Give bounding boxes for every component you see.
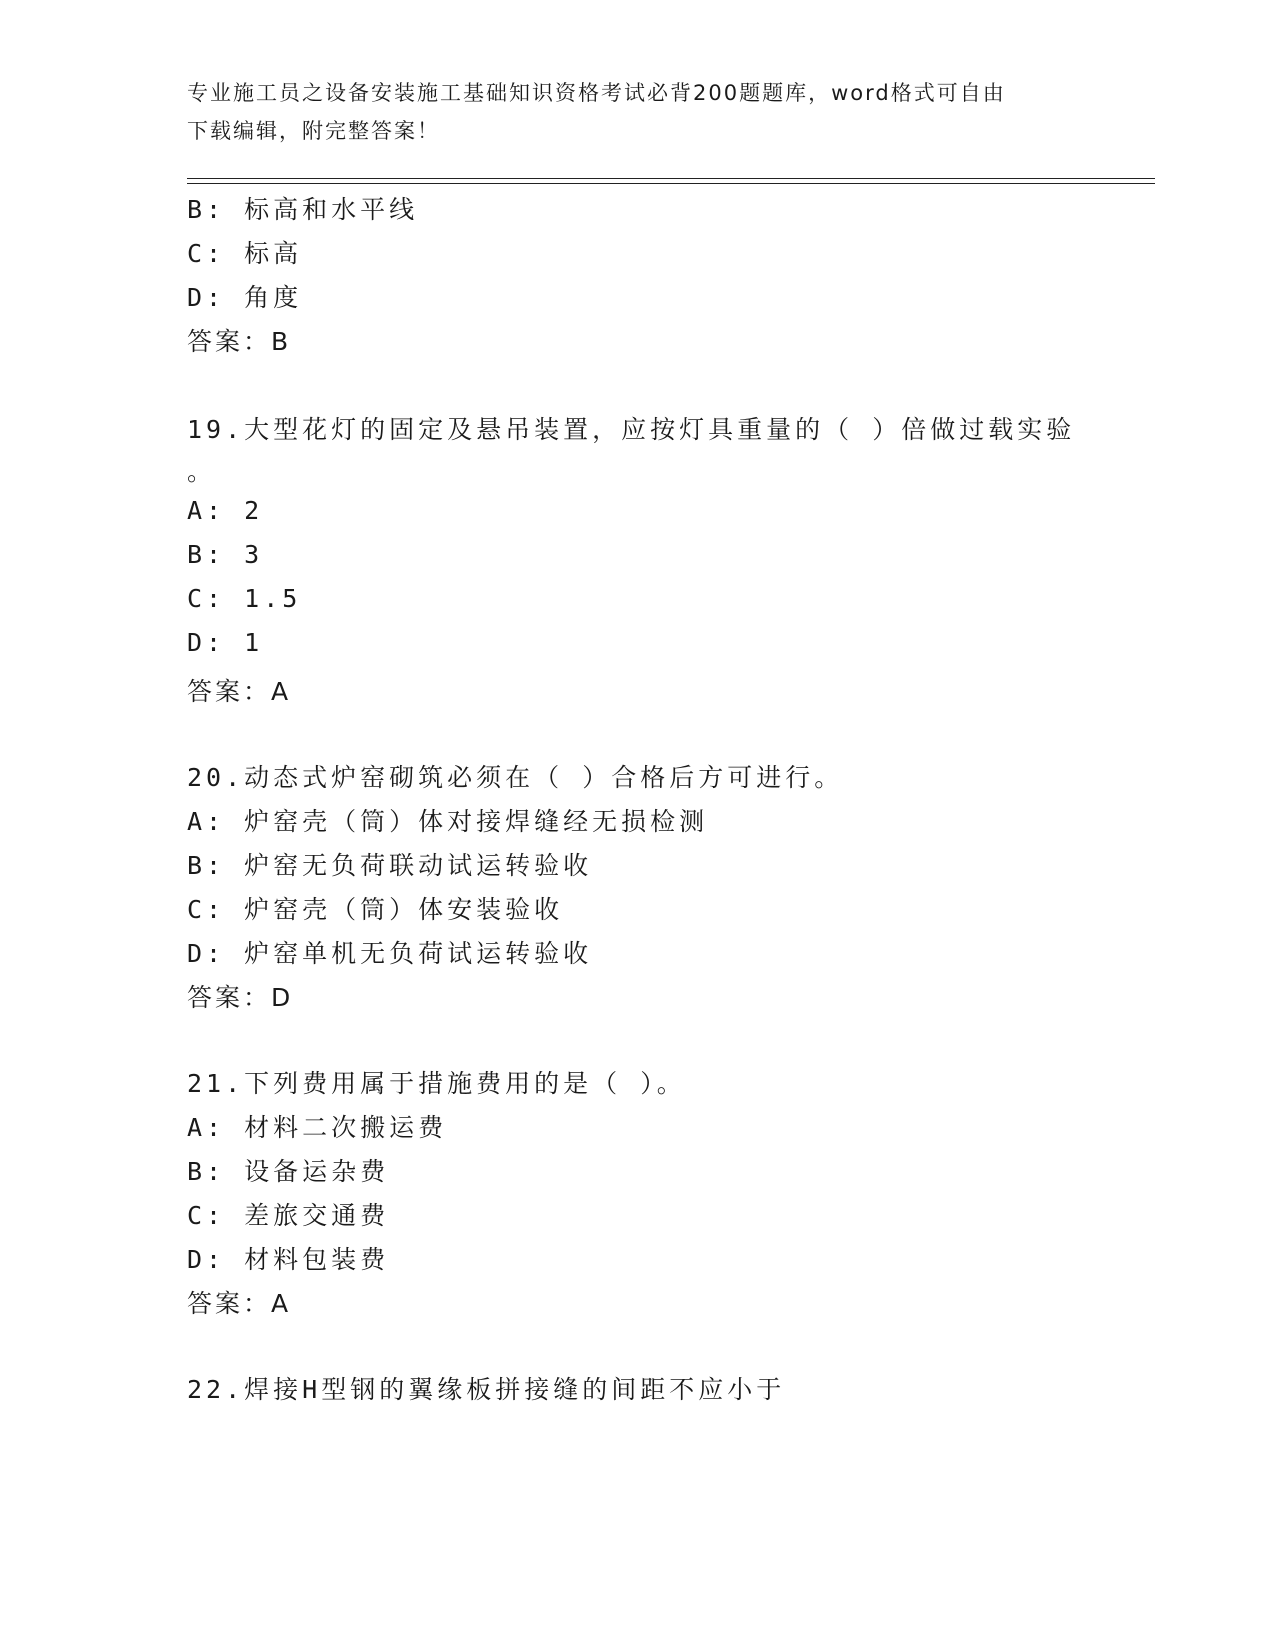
q21-question: 21.下列费用属于措施费用的是（ ）。 bbox=[187, 1069, 686, 1098]
q21-option-d: D: 材料包装费 bbox=[187, 1245, 390, 1274]
q20-question: 20.动态式炉窑砌筑必须在（ ）合格后方可进行。 bbox=[187, 763, 844, 792]
q18-option-b: B: 标高和水平线 bbox=[187, 195, 419, 224]
q20-option-d: D: 炉窑单机无负荷试运转验收 bbox=[187, 939, 593, 968]
q19-option-b: B: 3 bbox=[187, 540, 264, 569]
q18-option-d: D: 角度 bbox=[187, 283, 303, 312]
q19-option-d: D: 1 bbox=[187, 628, 264, 657]
q20-answer: 答案：D bbox=[187, 983, 294, 1012]
header-rule-bottom bbox=[187, 183, 1155, 184]
q18-option-c: C: 标高 bbox=[187, 239, 303, 268]
q20-option-b: B: 炉窑无负荷联动试运转验收 bbox=[187, 851, 593, 880]
q20-option-a: A: 炉窑壳（筒）体对接焊缝经无损检测 bbox=[187, 807, 709, 836]
q19-answer: 答案：A bbox=[187, 677, 292, 706]
document-header bbox=[187, 74, 1067, 150]
q21-option-b: B: 设备运杂费 bbox=[187, 1157, 390, 1186]
q21-answer: 答案：A bbox=[187, 1289, 292, 1318]
q19-option-a: A: 2 bbox=[187, 496, 264, 525]
q22-question: 22.焊接H型钢的翼缘板拼接缝的间距不应小于 bbox=[187, 1375, 786, 1404]
header-rule-top bbox=[187, 178, 1155, 179]
q19-question-cont: 。 bbox=[187, 457, 217, 486]
q20-option-c: C: 炉窑壳（筒）体安装验收 bbox=[187, 895, 564, 924]
q18-answer: 答案：B bbox=[187, 327, 292, 356]
q19-question: 19.大型花灯的固定及悬吊装置，应按灯具重量的（ ）倍做过载实验 bbox=[187, 415, 1076, 444]
q19-option-c: C: 1.5 bbox=[187, 584, 302, 613]
header-line-2: 下载编辑，附完整答案！ bbox=[187, 119, 440, 143]
q21-option-c: C: 差旅交通费 bbox=[187, 1201, 390, 1230]
header-line-1: 专业施工员之设备安装施工基础知识资格考试必背200题题库，word格式可自由 bbox=[187, 81, 1006, 105]
q21-option-a: A: 材料二次搬运费 bbox=[187, 1113, 448, 1142]
